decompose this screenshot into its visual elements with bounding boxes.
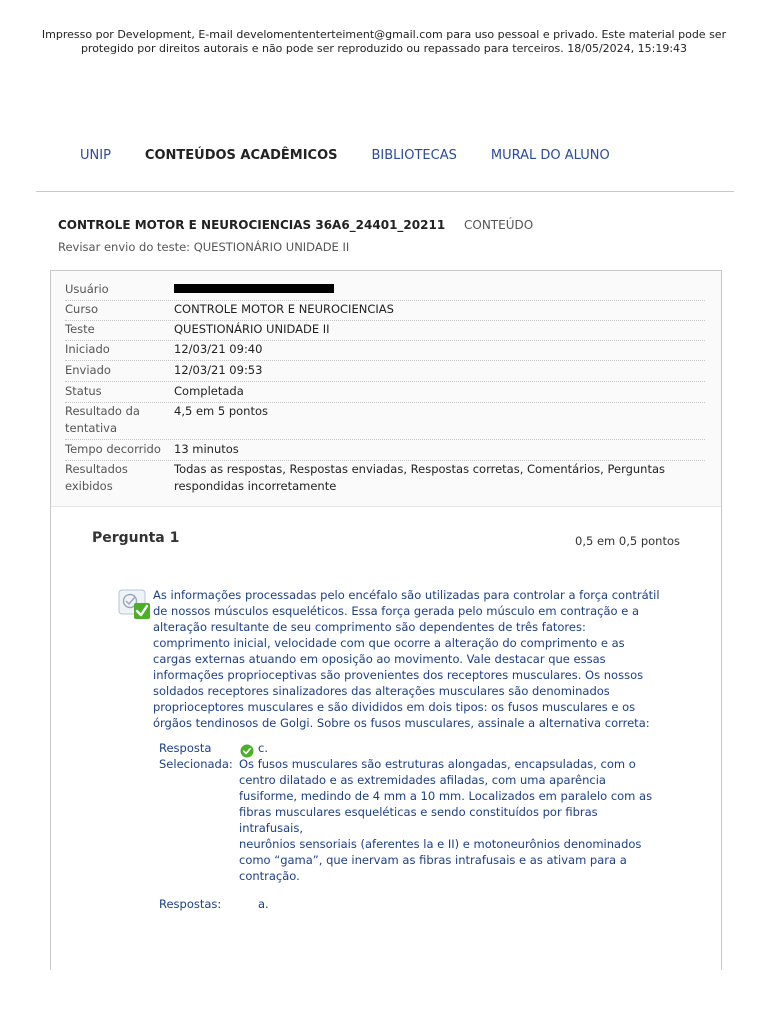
summary-row-usuario [65, 281, 705, 301]
summary-row-tempo [65, 441, 705, 461]
breadcrumb: Revisar envio do teste: QUESTIONÁRIO UNIDADE II [58, 240, 350, 254]
nav-divider [36, 191, 734, 192]
tab-conteudo[interactable]: CONTEÚDO [464, 218, 534, 232]
summary-row-resultado [65, 403, 705, 440]
test-review-panel [50, 270, 722, 970]
summary-row-iniciado [65, 341, 705, 361]
summary-row-teste [65, 321, 705, 341]
summary-label: Iniciado [65, 342, 110, 356]
selected-answer-text [239, 756, 659, 884]
summary-row-curso [65, 301, 705, 321]
summary-label: Curso [65, 302, 99, 316]
redacted-username [174, 284, 334, 293]
summary-value: 13 minutos [174, 442, 239, 456]
summary-value: Completada [174, 384, 244, 398]
summary-value [174, 281, 704, 298]
summary-value: 12/03/21 09:53 [174, 363, 263, 377]
nav-item-mural-do-aluno[interactable]: MURAL DO ALUNO [490, 147, 610, 163]
summary-value: QUESTIONÁRIO UNIDADE II [174, 322, 330, 336]
question-points: 0,5 em 0,5 pontos [575, 534, 680, 548]
summary-row-resultados-exibidos [65, 461, 705, 497]
nav-item-bibliotecas[interactable]: BIBLIOTECAS [371, 147, 457, 163]
question-text: As informações processadas pelo encéfalo são utilizadas para controlar a força contrátil de nossos músculos esqueléticos. Essa força gerada pelo músculo em contração e a alteração resultante de seu comprimento são dependentes de três fatores: comprimento inicial, velocidade com que ocorre a alteração do comprimento e as cargas externas atuando em oposição ao movimento. Vale destacar que essas informações proprioceptivas são provenientes dos receptores musculares. Os nossos soldados receptores sinalizadores das alterações musculares são denominados proprioceptores musculares e são divididos em dois tipos: os fusos musculares e os órgãos tendinosos de Golgi. Sobre os fusos musculares, assinale a alternativa correta: [153, 588, 660, 730]
summary-value: 12/03/21 09:40 [174, 342, 263, 356]
selected-answer-text-part-2: neurônios sensoriais (aferentes la e II) e motoneurônios denominados como “gama”, que inervam as fibras intrafusais e as ativam para a contração. [239, 837, 642, 883]
summary-label: Enviado [65, 363, 111, 377]
summary-label: Tempo decorrido [65, 442, 161, 456]
attempt-summary [51, 271, 721, 507]
response-option-a: a. [258, 897, 269, 911]
correct-answer-icon [118, 589, 152, 621]
summary-label: Resultados exibidos [65, 462, 128, 493]
top-nav [80, 146, 610, 164]
summary-label: Usuário [65, 282, 109, 296]
summary-label: Teste [65, 322, 95, 336]
nav-item-unip[interactable]: UNIP [80, 147, 111, 163]
summary-row-status [65, 383, 705, 403]
selected-answer-label: Resposta Selecionada: [159, 741, 233, 771]
summary-row-enviado [65, 362, 705, 382]
print-notice: Impresso por Development, E-mail develomententerteiment@gmail.com para uso pessoal e privado. Este material pode ser protegido por direitos autorais e não pode ser reproduzido ou repassado para terceiros. 18/05/2024, 15:19:43 [41, 28, 727, 55]
question-title: Pergunta 1 [92, 530, 180, 546]
course-title: CONTROLE MOTOR E NEUROCIENCIAS 36A6_24401_20211 [58, 218, 446, 232]
nav-item-conteudos-academicos[interactable]: CONTEÚDOS ACADÊMICOS [144, 147, 338, 163]
selected-answer-text-part-1: Os fusos musculares são estruturas alongadas, encapsuladas, com o centro dilatado e as extremidades afiladas, com uma aparência fusiforme, medindo de 4 mm a 10 mm. Localizados em paralelo com as fibras musculares esqueléticas e sendo constituídos por fibras intrafusais, [239, 757, 653, 835]
summary-label: Status [65, 384, 102, 398]
summary-value: 4,5 em 5 pontos [174, 404, 269, 418]
selected-answer-letter: c. [258, 741, 268, 755]
summary-value: CONTROLE MOTOR E NEUROCIENCIAS [174, 302, 394, 316]
summary-label: Resultado da tentativa [65, 404, 140, 435]
responses-label: Respostas: [159, 897, 222, 911]
summary-value: Todas as respostas, Respostas enviadas, Respostas corretas, Comentários, Perguntas respondidas incorretamente [174, 462, 666, 493]
